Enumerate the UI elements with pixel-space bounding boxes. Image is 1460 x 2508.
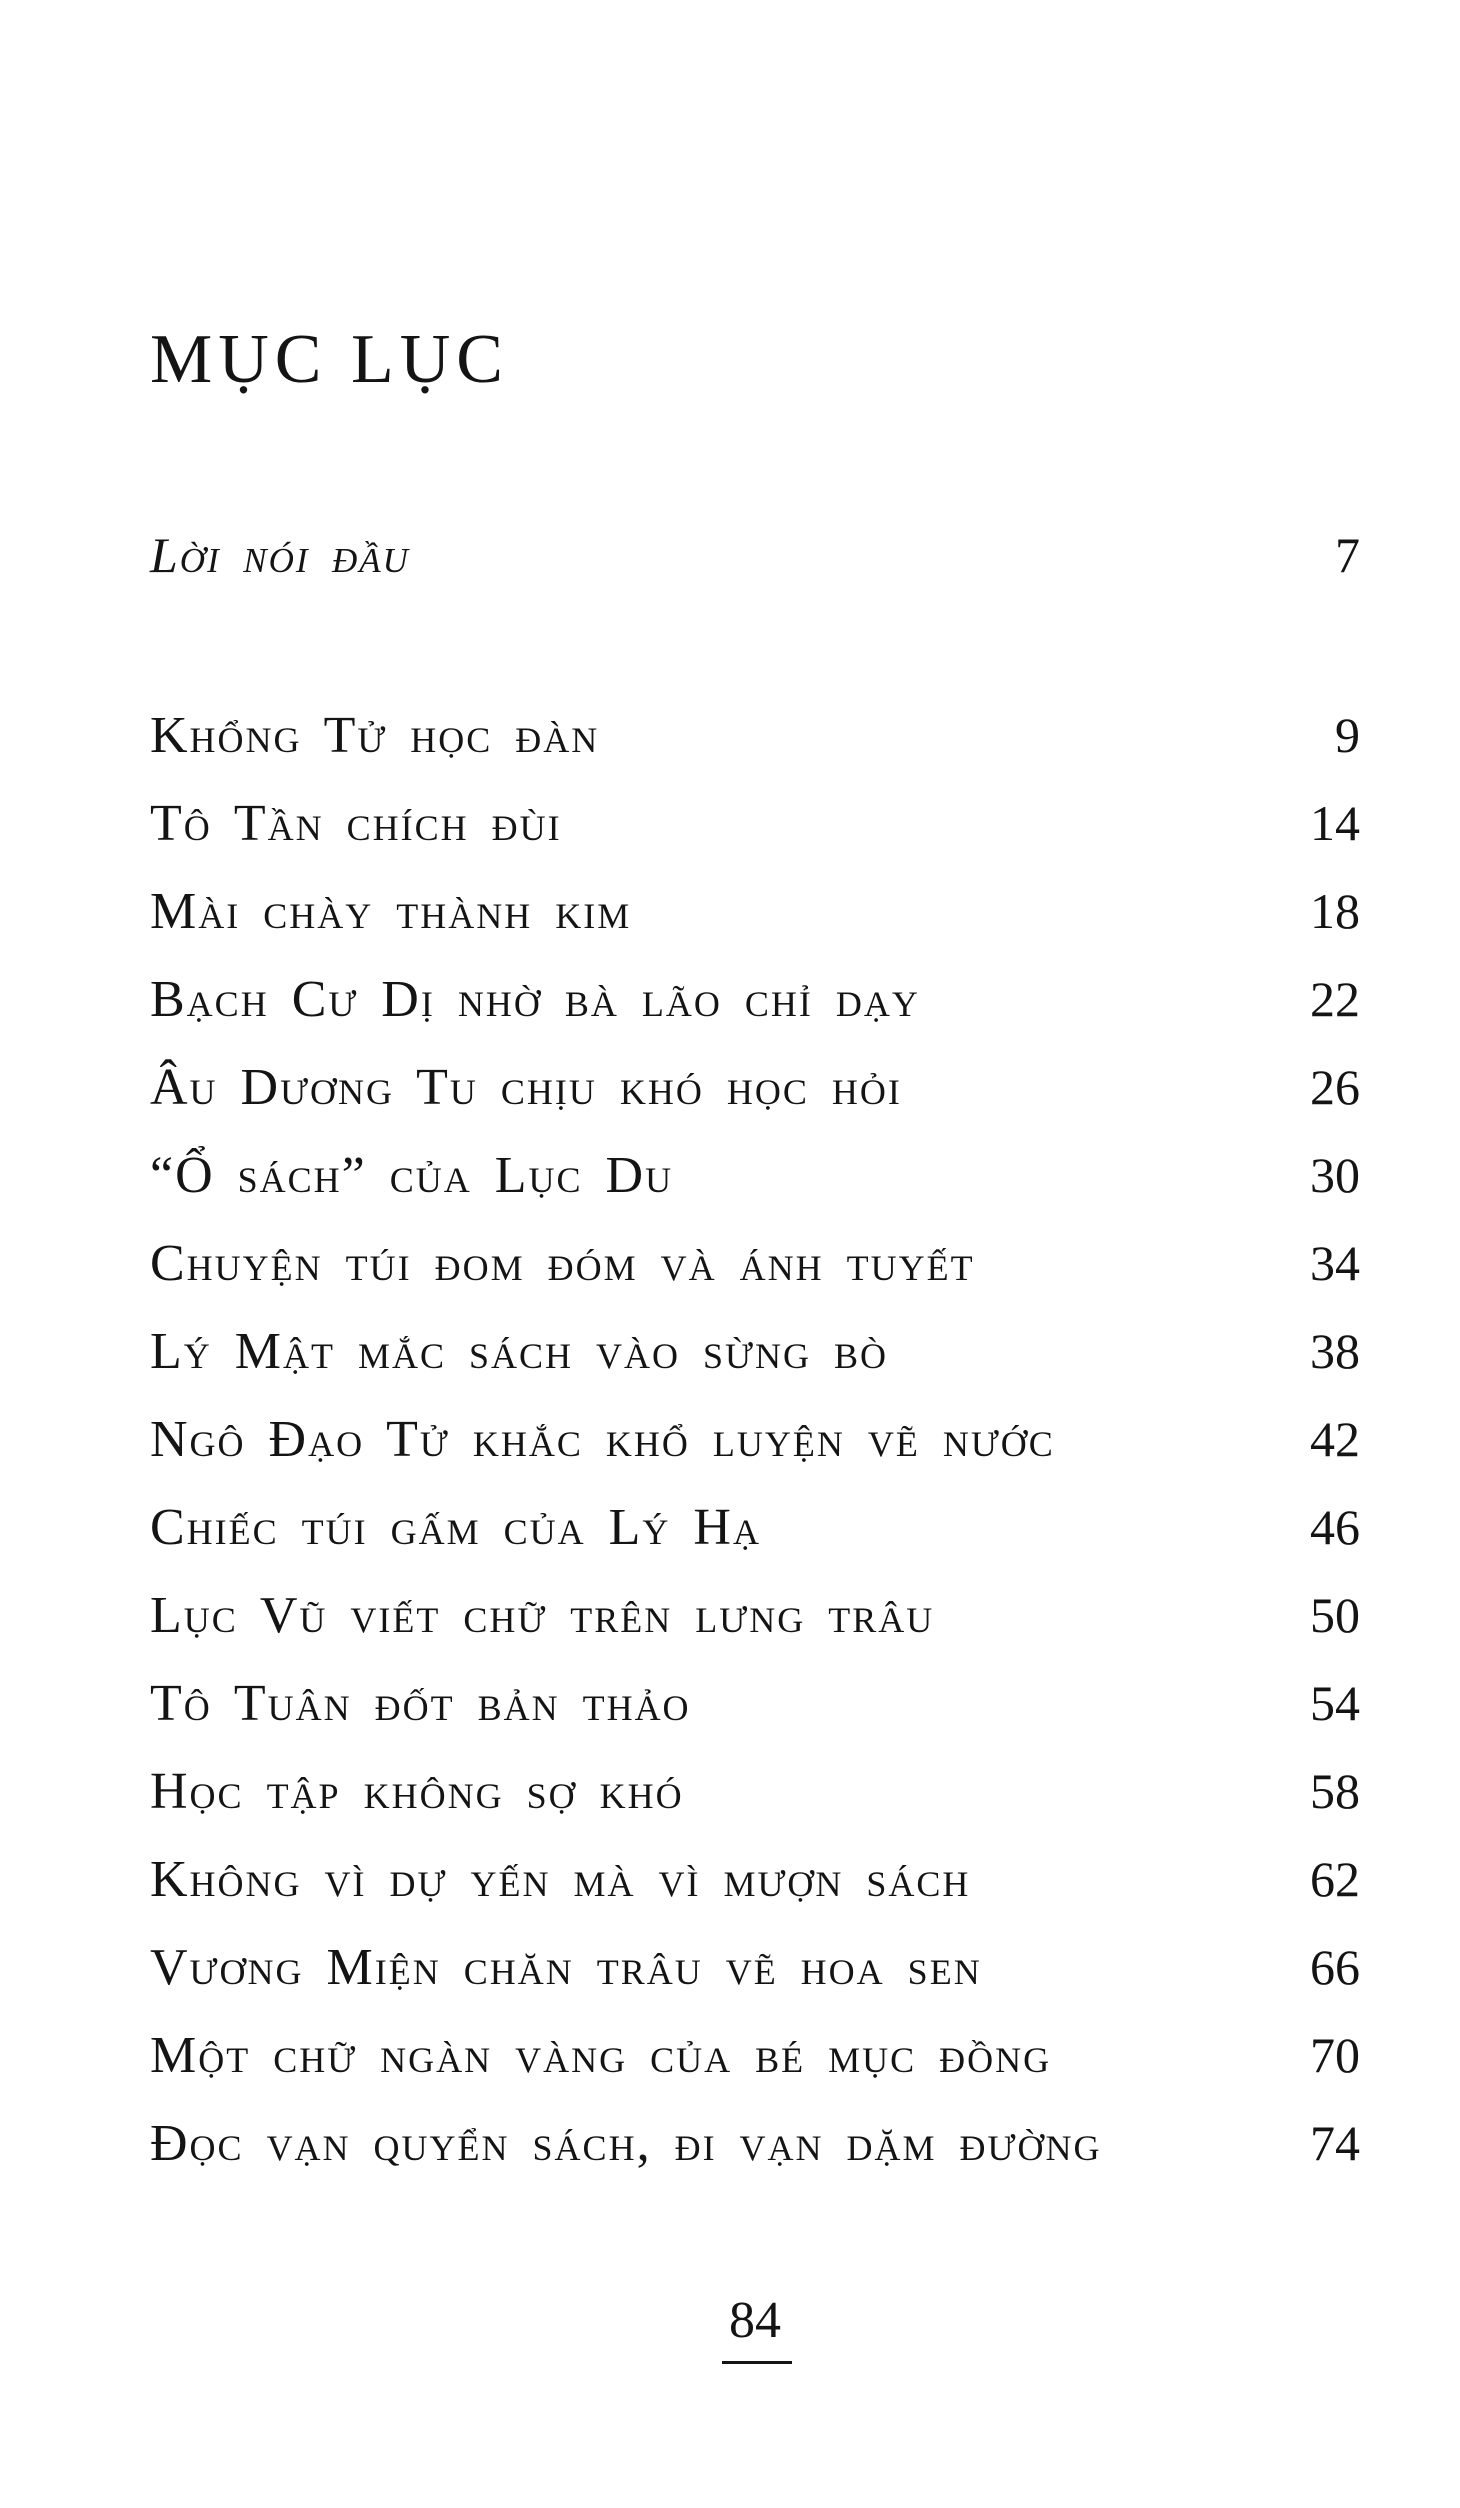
toc-entry-title: Chiếc túi gấm của Lý Hạ [150,1499,761,1556]
toc-entry-row [150,1587,1360,1670]
toc-entry-page: 62 [1310,1851,1360,1907]
toc-entry-page: 30 [1310,1147,1360,1203]
toc-entry-title: Khổng Tử học đàn [150,707,600,764]
toc-entry-page: 22 [1310,971,1360,1027]
toc-entry-page: 70 [1310,2027,1360,2083]
toc-entry-title: Đọc vạn quyển sách, đi vạn dặm đường [150,2115,1102,2172]
toc-entry-row [150,795,1360,878]
toc-entry-row [150,1059,1360,1142]
page-number: 84 [729,2292,781,2349]
page-title: MỤC LỤC [150,321,509,398]
toc-entry-page: 58 [1310,1763,1360,1819]
toc-entry-row [150,1323,1360,1406]
toc-entry-row [150,707,1360,790]
toc-entry-page: 46 [1310,1499,1360,1555]
toc-entry-title: Lục Vũ viết chữ trên lưng trâu [150,1587,935,1644]
toc-entry-title: Tô Tuân đốt bản thảo [150,1675,691,1732]
toc-entry-title: Lời nói đầu [150,527,410,583]
toc-entry-page: 14 [1310,795,1360,851]
toc-entry-row [150,1939,1360,2022]
toc-preface-row [150,527,1360,610]
toc-entry-title: Vương Miện chăn trâu vẽ hoa sen [150,1939,982,1996]
toc-entry-row [150,1147,1360,1230]
toc-entry-title: Mài chày thành kim [150,883,632,940]
toc-entry-title: Chuyện túi đom đóm và ánh tuyết [150,1235,975,1292]
toc-entry-title: Học tập không sợ khó [150,1763,684,1820]
toc-entry-row [150,1499,1360,1582]
toc-entry-row [150,1851,1360,1934]
toc-entry-title: Lý Mật mắc sách vào sừng bò [150,1323,888,1380]
toc-entry-page: 50 [1310,1587,1360,1643]
toc-entry-title: “Ổ sách” của Lục Du [150,1147,674,1204]
toc-entry-row [150,883,1360,966]
toc-entry-row [150,2027,1360,2110]
toc-entry-page: 54 [1310,1675,1360,1731]
toc-entry-title: Tô Tần chích đùi [150,795,562,852]
toc-entry-page: 74 [1310,2115,1360,2171]
toc-entry-title: Không vì dự yến mà vì mượn sách [150,1851,971,1908]
toc-entry-row [150,1411,1360,1494]
toc-entry-row [150,1763,1360,1846]
toc-entry-title: Một chữ ngàn vàng của bé mục đồng [150,2027,1052,2084]
toc-entry-title: Bạch Cư Dị nhờ bà lão chỉ dạy [150,971,920,1028]
toc-entry-row [150,2115,1360,2198]
toc-entry-page: 7 [1335,527,1360,583]
toc-entry-page: 34 [1310,1235,1360,1291]
toc-entry-row [150,1235,1360,1318]
toc-entry-page: 18 [1310,883,1360,939]
toc-entry-page: 38 [1310,1323,1360,1379]
toc-entry-page: 26 [1310,1059,1360,1115]
toc-entry-page: 42 [1310,1411,1360,1467]
toc-entry-page: 9 [1335,707,1360,763]
toc-entry-title: Âu Dương Tu chịu khó học hỏi [150,1059,902,1116]
toc-entry-row [150,1675,1360,1758]
toc-entry-page: 66 [1310,1939,1360,1995]
toc-entry-row [150,971,1360,1054]
page-number-underline [722,2361,792,2364]
toc-entry-title: Ngô Đạo Tử khắc khổ luyện vẽ nước [150,1411,1055,1468]
